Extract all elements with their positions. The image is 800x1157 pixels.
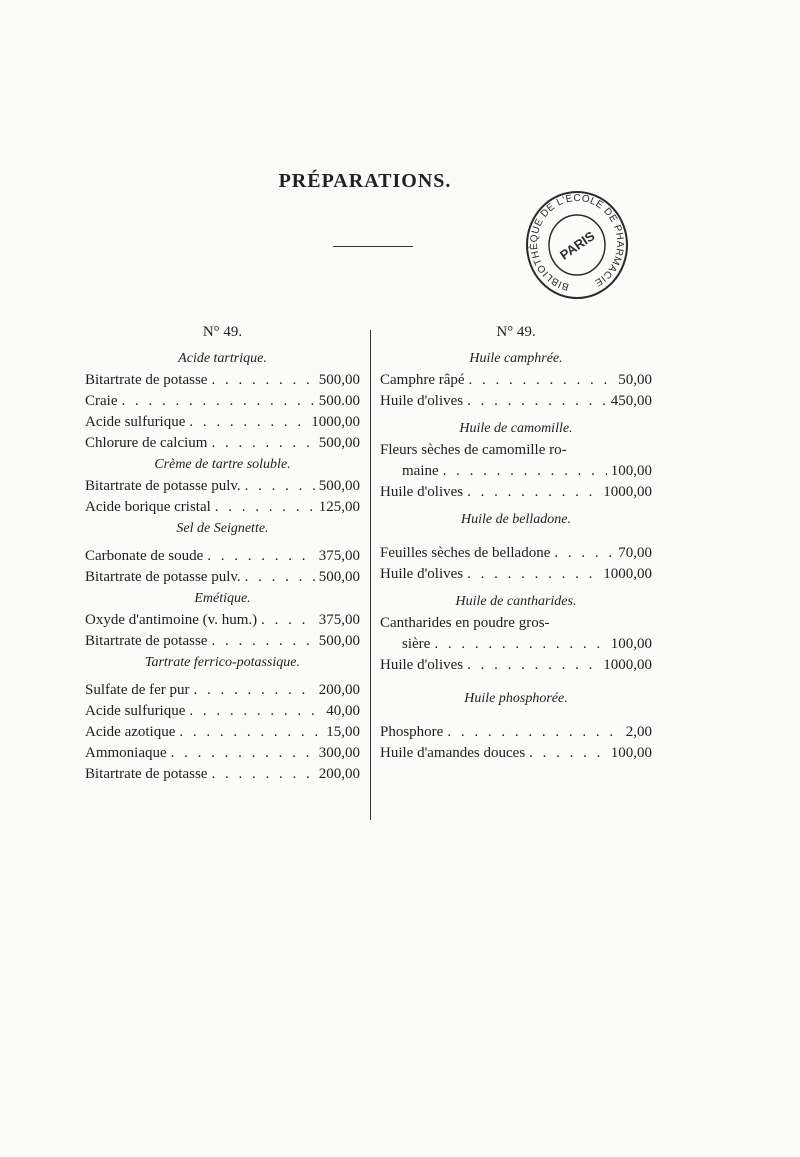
leader-dots [434,634,606,655]
list-item [85,412,360,433]
list-item [380,543,652,564]
leader-dots [179,722,322,743]
title-rule [333,246,413,247]
list-item [380,634,652,655]
item-name: Feuilles sèches de belladone [380,545,551,561]
item-qty: 500,00 [318,569,360,585]
section-title: Crème de tartre soluble. [154,457,291,472]
stamp-inner-text: PARIS [557,228,598,263]
leader-dots [211,764,314,785]
list-item [85,610,360,631]
item-name: Craie [85,393,118,409]
left-column [85,320,360,785]
item-qty: 100,00 [610,463,652,479]
list-item [85,391,360,412]
item-qty: 500,00 [318,633,360,649]
leader-dots [467,655,599,676]
item-name: Oxyde d'antimoine (v. hum.) [85,612,258,628]
item-name: Huile d'olives [380,393,464,409]
item-qty: 50,00 [618,372,652,388]
leader-dots [443,461,607,482]
item-name: Bitartrate de potasse [85,372,208,388]
section-title: Huile de belladone. [460,512,572,527]
list-item [380,391,652,412]
section-title: Huile de cantharides. [455,594,577,609]
item-qty: 200,00 [318,766,360,782]
item-name: Huile d'amandes douces [380,745,526,761]
list-item [85,722,360,743]
item-qty: 1000,00 [603,484,652,500]
item-name: Bitartrate de potasse [85,633,208,649]
item-qty: 375,00 [318,612,360,628]
stamp-outer-text: BIBLIOTHÈQUE DE L'ÉCOLE DE PHARMACIE [528,192,626,293]
item-qty: 100,00 [610,745,652,761]
item-qty: 1000,00 [603,657,652,673]
section-title: Acide tartrique. [178,351,267,366]
leader-dots [194,680,315,701]
leader-dots [469,370,615,391]
list-item [380,743,652,764]
section-title: Huile de camomille. [459,421,573,436]
right-column-number: N° 49. [496,324,536,340]
list-item [85,743,360,764]
list-item [85,370,360,391]
leader-dots [211,433,314,454]
item-name: maine [402,463,439,479]
list-item [85,476,360,497]
item-qty: 200,00 [318,682,360,698]
item-name: Huile d'olives [380,484,464,500]
list-item [380,482,652,503]
item-qty: 500,00 [318,372,360,388]
list-item [85,631,360,652]
item-qty: 70,00 [618,545,652,561]
leader-dots [207,546,314,567]
item-name: Acide borique cristal [85,499,211,515]
item-name: Acide sulfurique [85,703,186,719]
item-name: Ammoniaque [85,745,167,761]
leader-dots [211,370,314,391]
leader-dots [245,476,315,497]
item-name: Huile d'olives [380,657,464,673]
list-item [380,722,652,743]
section-title: Huile camphrée. [469,351,563,366]
leader-dots [554,543,614,564]
leader-dots [189,412,307,433]
list-item [85,764,360,785]
left-column-number: N° 49. [202,324,243,340]
list-item [380,461,652,482]
list-item [85,567,360,588]
list-item [380,370,652,391]
list-item [85,497,360,518]
item-qty: 1000,00 [603,566,652,582]
list-item [380,655,652,676]
section-title: Emétique. [194,591,251,606]
item-name: Acide azotique [85,724,176,740]
list-item [85,433,360,454]
page-title: PRÉPARATIONS. [278,170,452,192]
leader-dots [467,482,599,503]
item-name-line: Cantharides en poudre gros- [380,615,550,631]
leader-dots [467,391,607,412]
list-item [380,564,652,585]
item-name: Carbonate de soude [85,548,204,564]
leader-dots [467,564,599,585]
item-qty: 500,00 [318,435,360,451]
library-stamp [522,188,632,303]
item-qty: 40,00 [326,703,360,719]
leader-dots [261,610,315,631]
item-name: Acide sulfurique [85,414,186,430]
item-name: Huile d'olives [380,566,464,582]
item-qty: 100,00 [610,636,652,652]
leader-dots [447,722,621,743]
item-name: Phosphore [380,724,444,740]
list-item [85,546,360,567]
section-title: Sel de Seignette. [176,521,269,536]
right-column [380,320,652,764]
column-divider [370,330,371,820]
section-title: Tartrate ferrico-potassique. [144,655,301,670]
leader-dots [211,631,314,652]
leader-dots [245,567,315,588]
section-title: Huile phosphorée. [464,691,568,706]
item-name: Bitartrate de potasse [85,766,208,782]
item-qty: 375,00 [318,548,360,564]
item-name: Chlorure de calcium [85,435,208,451]
list-item [85,701,360,722]
item-name: Sulfate de fer pur [85,682,190,698]
item-name: Camphre râpé [380,372,465,388]
item-qty: 2,00 [625,724,652,740]
leader-dots [171,743,315,764]
item-name: Bitartrate de potasse pulv. [85,569,241,585]
item-qty: 450,00 [610,393,652,409]
leader-dots [189,701,322,722]
item-name-line: Fleurs sèches de camomille ro- [380,442,567,458]
item-qty: 500,00 [318,478,360,494]
item-name: sière [402,636,431,652]
item-qty: 1000,00 [311,414,360,430]
item-qty: 125,00 [318,499,360,515]
item-name: Bitartrate de potasse pulv. [85,478,241,494]
item-qty: 300,00 [318,745,360,761]
item-qty: 500.00 [318,393,360,409]
item-qty: 15,00 [326,724,360,740]
leader-dots [529,743,607,764]
leader-dots [121,391,314,412]
list-item [85,680,360,701]
leader-dots [215,497,315,518]
